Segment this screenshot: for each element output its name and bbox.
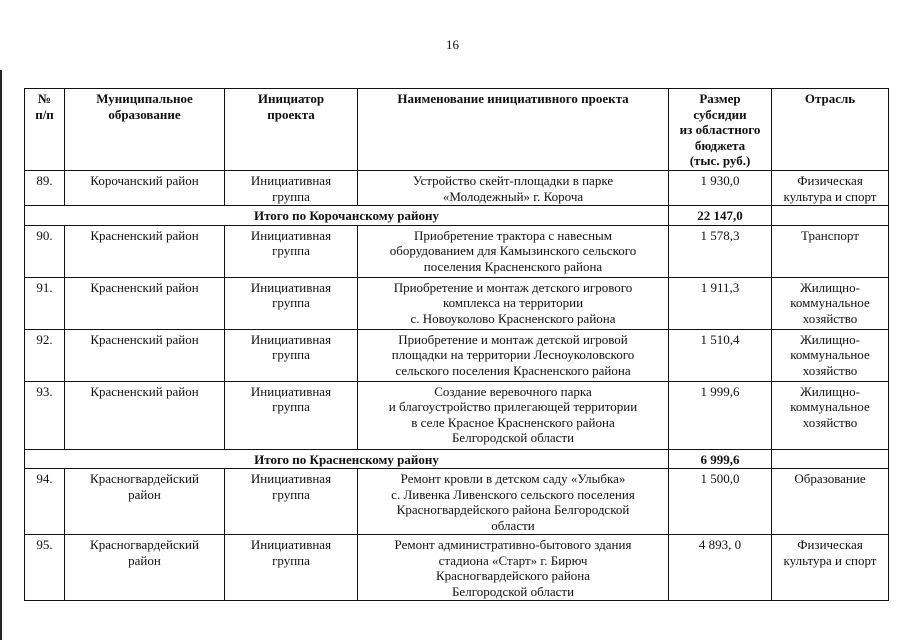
sector-cell: Жилищно- коммунальное хозяйство (772, 381, 889, 449)
table-body (25, 171, 889, 601)
header-row (25, 89, 889, 171)
district-total-row (25, 206, 889, 226)
col-amount-header: Размер субсидии из областного бюджета (тыс. руб.) (669, 89, 772, 171)
project-name-cell: Приобретение трактора с навесным оборудованием для Камызинского сельского поселения Красненского района (358, 225, 669, 277)
municipality-cell: Корочанский район (65, 171, 225, 206)
municipality-cell: Красногвардейский район (65, 535, 225, 601)
table-row (25, 381, 889, 449)
sector-cell: Транспорт (772, 225, 889, 277)
row-number: 89. (25, 171, 65, 206)
table-header (25, 89, 889, 171)
initiator-cell: Инициативная группа (225, 225, 358, 277)
col-initiator-header: Инициатор проекта (225, 89, 358, 171)
empty-cell (772, 206, 889, 226)
row-number: 92. (25, 329, 65, 381)
col-project-header: Наименование инициативного проекта (358, 89, 669, 171)
district-total-amount: 22 147,0 (669, 206, 772, 226)
sector-cell: Физическая культура и спорт (772, 171, 889, 206)
table-row (25, 171, 889, 206)
project-name-cell: Приобретение и монтаж детского игрового комплекса на территории с. Новоуколово Красненского района (358, 277, 669, 329)
initiator-cell: Инициативная группа (225, 381, 358, 449)
sector-cell: Жилищно- коммунальное хозяйство (772, 277, 889, 329)
initiator-cell: Инициативная группа (225, 329, 358, 381)
project-name-cell: Создание веревочного парка и благоустройство прилегающей территории в селе Красное Красненского района Белгородской области (358, 381, 669, 449)
subsidy-amount-cell: 4 893, 0 (669, 535, 772, 601)
scan-edge-line (0, 70, 2, 640)
row-number: 91. (25, 277, 65, 329)
table-row (25, 469, 889, 535)
row-number: 90. (25, 225, 65, 277)
initiator-cell: Инициативная группа (225, 277, 358, 329)
project-name-cell: Приобретение и монтаж детской игровой площадки на территории Лесноуколовского сельского поселения Красненского района (358, 329, 669, 381)
page-number: 16 (446, 37, 459, 52)
sector-cell: Жилищно- коммунальное хозяйство (772, 329, 889, 381)
sector-cell: Физическая культура и спорт (772, 535, 889, 601)
initiator-cell: Инициативная группа (225, 469, 358, 535)
col-sector-header: Отрасль (772, 89, 889, 171)
project-name-cell: Устройство скейт-площадки в парке «Молодежный» г. Короча (358, 171, 669, 206)
district-total-row (25, 449, 889, 469)
subsidy-amount-cell: 1 999,6 (669, 381, 772, 449)
municipality-cell: Красненский район (65, 381, 225, 449)
district-total-label: Итого по Красненскому району (25, 449, 669, 469)
subsidy-amount-cell: 1 911,3 (669, 277, 772, 329)
district-total-label: Итого по Корочанскому району (25, 206, 669, 226)
subsidy-amount-cell: 1 500,0 (669, 469, 772, 535)
col-number-header: № п/п (25, 89, 65, 171)
col-municipality-header: Муниципальное образование (65, 89, 225, 171)
subsidy-table (24, 88, 889, 601)
table-row (25, 225, 889, 277)
municipality-cell: Красненский район (65, 277, 225, 329)
subsidy-amount-cell: 1 930,0 (669, 171, 772, 206)
project-name-cell: Ремонт кровли в детском саду «Улыбка» с. Ливенка Ливенского сельского поселения Красногвардейского района Белгородской области (358, 469, 669, 535)
subsidy-amount-cell: 1 510,4 (669, 329, 772, 381)
municipality-cell: Красненский район (65, 225, 225, 277)
table-row (25, 535, 889, 601)
row-number: 93. (25, 381, 65, 449)
subsidy-amount-cell: 1 578,3 (669, 225, 772, 277)
municipality-cell: Красненский район (65, 329, 225, 381)
empty-cell (772, 449, 889, 469)
row-number: 95. (25, 535, 65, 601)
sector-cell: Образование (772, 469, 889, 535)
table-row (25, 277, 889, 329)
row-number: 94. (25, 469, 65, 535)
initiator-cell: Инициативная группа (225, 535, 358, 601)
district-total-amount: 6 999,6 (669, 449, 772, 469)
project-name-cell: Ремонт административно-бытового здания стадиона «Старт» г. Бирюч Красногвардейского района Белгородской области (358, 535, 669, 601)
initiator-cell: Инициативная группа (225, 171, 358, 206)
municipality-cell: Красногвардейский район (65, 469, 225, 535)
table-row (25, 329, 889, 381)
